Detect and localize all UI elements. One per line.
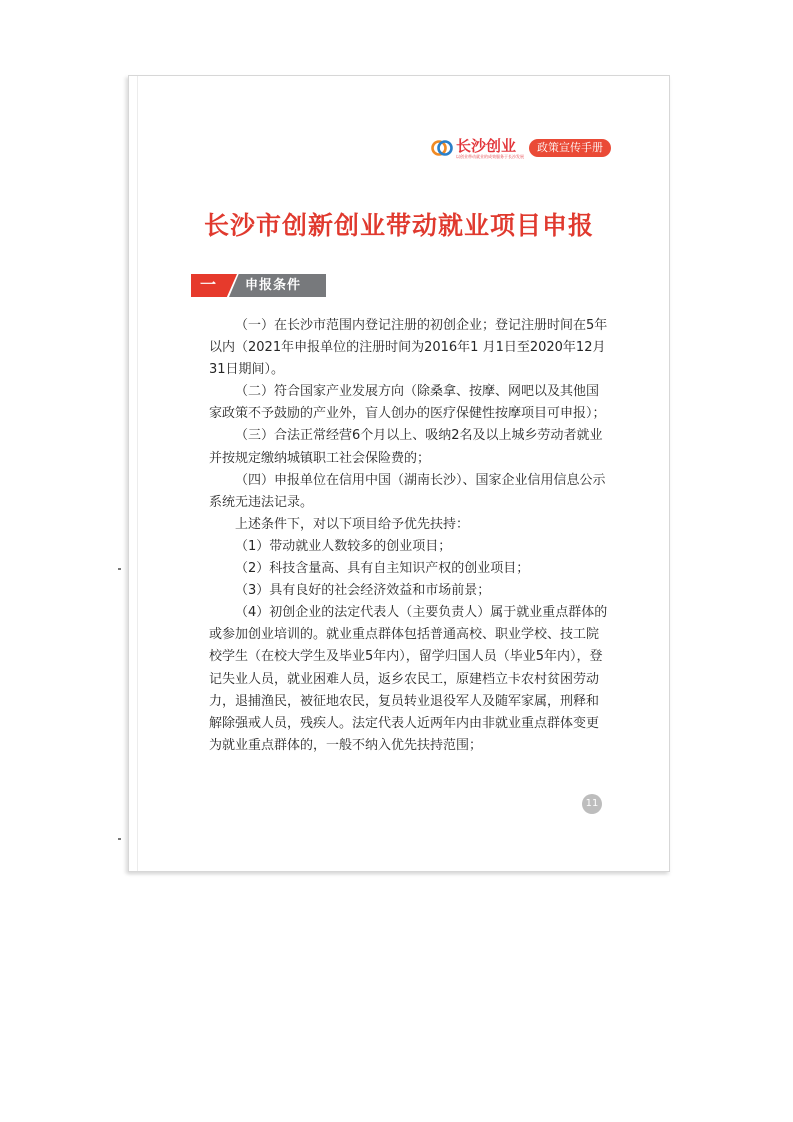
brand-name: 长沙创业 [456,136,517,155]
paragraph: （三）合法正常经营6个月以上、吸纳2名及以上城乡劳动者就业并按规定缴纳城镇职工社会保险费的； [209,428,603,466]
paragraph: 上述条件下，对以下项目给予优先扶持： [235,516,470,532]
paragraph: （二）符合国家产业发展方向（除桑拿、按摩、网吧以及其他国家政策不予鼓励的产业外，盲人创办的医疗保健性按摩项目可申报）； [209,384,606,422]
scan-mark [118,838,121,840]
paragraph: （1）带动就业人数较多的创业项目； [235,538,452,554]
interlocking-rings-logo-icon [430,136,454,160]
page-fold-edge [137,76,138,871]
handbook-tag: 政策宣传手册 [529,139,611,157]
body-text [209,315,609,757]
brand-slogan: 以创业带动就业的成效服务于长沙发展 [456,153,524,159]
page-title: 长沙市创新创业带动就业项目申报 [203,211,594,240]
section-label: 申报条件 [245,278,302,293]
brand-logo [456,138,524,159]
paragraph: （4）初创企业的法定代表人（主要负责人）属于就业重点群体的或参加创业培训的。就业重点群体包括普通高校、职业学校、技工院校学生（在校大学生及毕业5年内），留学归国人员（毕业5年内），登记失业人员，就业困难人员，返乡农民工，原建档立卡农村贫困劳动力，退捕渔民，被征地农民，复员转业退役军人及随军家属，刑释和解除强戒人员，残疾人。法定代表人近两年内由非就业重点群体变更为就业重点群体的，一般不纳入优先扶持范围； [209,605,608,753]
paragraph: （3）具有良好的社会经济效益和市场前景； [235,583,491,599]
page-number: 11 [582,794,602,814]
section-heading [191,274,326,297]
section-number: 一 [199,275,216,294]
paragraph: （一）在长沙市范围内登记注册的初创企业；登记注册时间在5年以内（2021年申报单位的注册时间为2016年1 月1日至2020年12月31日期间）。 [209,318,608,378]
paragraph: （四）申报单位在信用中国（湖南长沙）、国家企业信用信息公示系统无违法记录。 [209,472,606,510]
brand-header [430,136,611,160]
paragraph: （2）科技含量高、具有自主知识产权的创业项目； [235,561,530,577]
scan-mark [118,568,121,570]
document-page [128,75,670,872]
